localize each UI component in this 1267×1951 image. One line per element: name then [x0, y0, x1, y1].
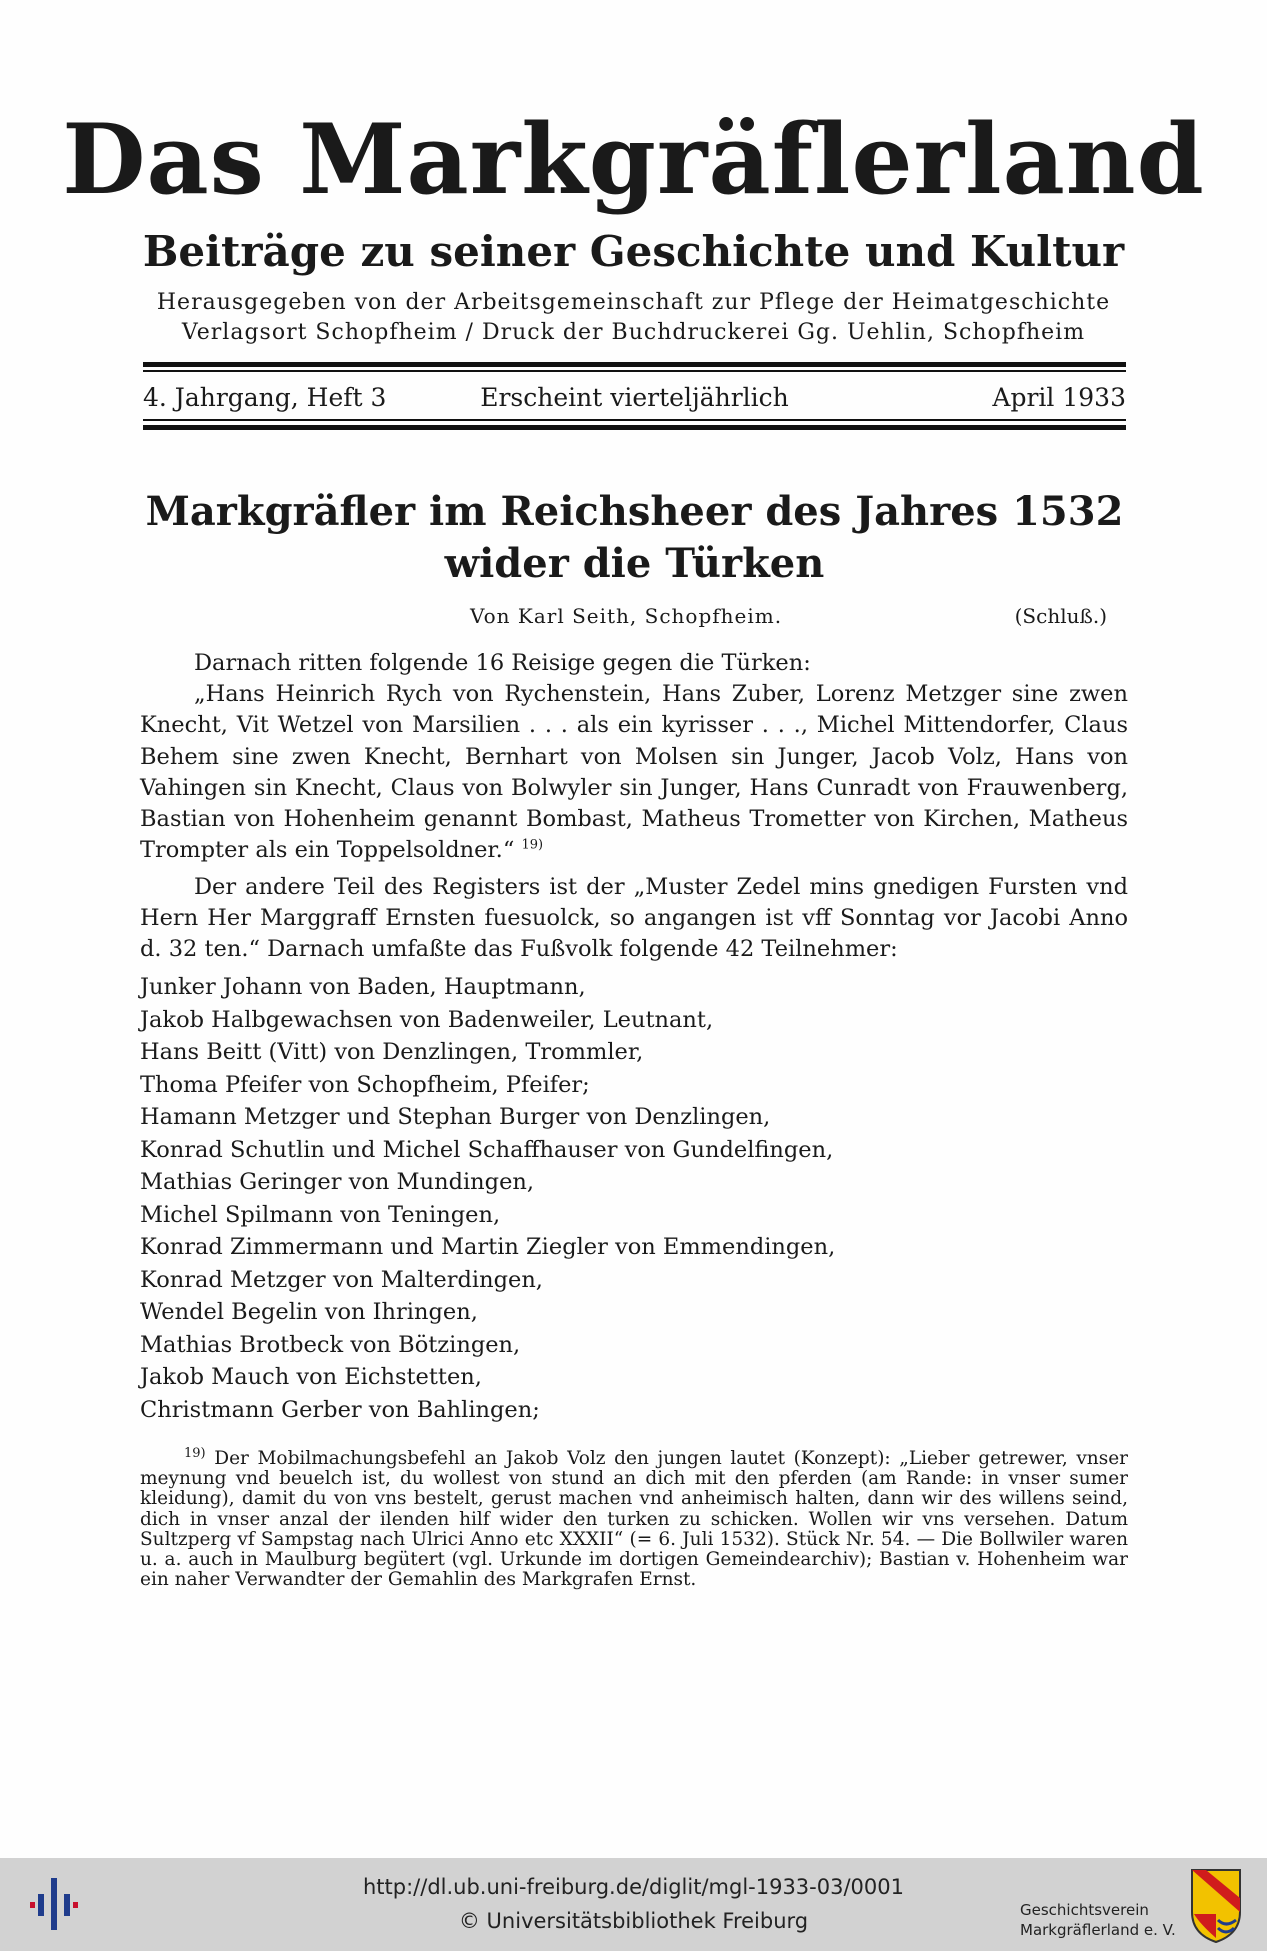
viewer-footer — [0, 1858, 1267, 1951]
top-rule-thick — [143, 362, 1126, 367]
roster-item: Konrad Schutlin und Michel Schaffhauser von Gundelfingen, — [140, 1136, 834, 1163]
issue-date: April 1933 — [992, 383, 1126, 412]
paragraph-riders-quote — [140, 679, 1128, 866]
paragraph-riders — [140, 648, 1128, 866]
paragraph-riders-lead: Darnach ritten folgende 16 Reisige gegen die Türken: — [194, 650, 811, 676]
article-title-line-2: wider die Türken — [444, 540, 825, 587]
roster-item: Konrad Zimmermann und Martin Ziegler von Emmendingen, — [140, 1234, 836, 1260]
copyright-notice: © Universitätsbibliothek Freiburg — [458, 1909, 809, 1933]
issue-info-line — [143, 380, 1126, 416]
roster-item: Christmann Gerber von Bahlingen; — [140, 1396, 540, 1423]
footnote-reference: 19) — [521, 837, 544, 853]
roster-item: Jakob Mauch von Eichstetten, — [140, 1364, 482, 1390]
journal-title: Das Markgräflerland — [62, 103, 1205, 216]
roster-item: Konrad Metzger von Malterdingen, — [140, 1266, 543, 1293]
society-name-line-2: Markgräflerland e. V. — [1020, 1921, 1176, 1939]
conclusion-note: (Schluß.) — [1014, 604, 1107, 628]
roster-item: Hamann Metzger und Stephan Burger von Denzlingen, — [140, 1104, 771, 1130]
bottom-rule-thick — [143, 425, 1126, 430]
roster-item: Mathias Brotbeck von Bötzingen, — [140, 1331, 521, 1358]
roster-item: Michel Spilmann von Teningen, — [140, 1201, 501, 1228]
roster-item: Junker Johann von Baden, Hauptmann, — [140, 974, 586, 1000]
roster-item: Jakob Halbgewachsen von Badenweiler, Leutnant, — [140, 1006, 714, 1033]
footnote-marker: 19) — [184, 1445, 206, 1461]
printer-line: Verlagsort Schopfheim / Druck der Buchdruckerei Gg. Uehlin, Schopfheim — [181, 320, 1086, 345]
roster-item: Hans Beitt (Vitt) von Denzlingen, Trommler, — [140, 1039, 644, 1065]
issue-volume: 4. Jahrgang, Heft 3 — [143, 383, 387, 412]
society-name — [1020, 1900, 1176, 1940]
roster-item: Thoma Pfeifer von Schopfheim, Pfeifer; — [140, 1071, 590, 1098]
publisher-line: Herausgegeben von der Arbeitsgemeinschaft zur Pflege der Heimatgeschichte — [156, 290, 1111, 315]
roster-item: Mathias Geringer von Mundingen, — [140, 1169, 535, 1195]
permalink-url[interactable]: http://dl.ub.uni-freiburg.de/diglit/mgl-1933-03/0001 — [362, 1875, 904, 1899]
society-name-line-1: Geschichtsverein — [1020, 1901, 1149, 1919]
paragraph-foot-soldiers-text: Der andere Teil des Registers ist der „Muster Zedel mins gnedigen Fursten vnd Hern Her Marggraff Ernsten fuesuolck, so angangen ist vff Sonntag vor Jacobi Anno d. 32 ten.“ Darnach umfaßte das Fußvolk folgende 42 Teilnehmer: — [140, 874, 1128, 963]
soldier-roster — [140, 971, 835, 1426]
bottom-rule-thin — [143, 419, 1126, 421]
top-rule-thin — [143, 370, 1126, 372]
footnote — [140, 1445, 1128, 1591]
footnote-body: Der Mobilmachungsbefehl an Jakob Volz den jungen lautet (Konzept): „Lieber getrewer, vnser meynung vnd beuelch ist, du wollest von stund an dich mit den pferden (am Rande: in vnser sumer kleidung), damit du von vns bestelt, gerust machen vnd anheimisch halten, dann wir des willens seind, dich in vnser anzal der ilenden hilf wider den turken zu schicken. Wollen wir vns versehen. Datum Sultzperg vf Sampstag nach Ulrici Anno etc XXXII“ (= 6. Juli 1532). Stück Nr. 54. — Die Bollwiler waren u. a. auch in Maulburg begütert (vgl. Urkunde im dortigen Gemeindearchiv); Bastian v. Hohenheim war ein naher Verwandter der Gemahlin des Markgrafen Ernst. — [140, 1448, 1128, 1591]
footnote-text — [140, 1445, 1128, 1591]
coat-of-arms-icon[interactable] — [1190, 1868, 1242, 1944]
issue-frequency: Erscheint vierteljährlich — [480, 383, 789, 412]
article-title-line-1: Markgräfler im Reichsheer des Jahres 1532 — [145, 488, 1124, 535]
paragraph-foot-soldiers — [140, 872, 1128, 966]
roster-item: Wendel Begelin von Ihringen, — [140, 1299, 478, 1325]
riders-quote-text: „Hans Heinrich Rych von Rychenstein, Hans Zuber, Lorenz Metzger sine zwen Knecht, Vit Wetzel von Marsilien . . . als ein kyrisser . . ., Michel Mittendorfer, Claus Behem sine zwen Knecht, Bernhart von Molsen sin Junger, Jacob Volz, Hans von Vahingen sin Knecht, Claus von Bolwyler sin Junger, Hans Cunradt von Frauwenberg, Bastian von Hohenheim genannt Bombast, Matheus Trometter von Kirchen, Matheus Trompter als ein Toppelsoldner.“ — [140, 681, 1128, 864]
author-byline: Von Karl Seith, Schopfheim. — [470, 604, 783, 628]
article-title — [143, 486, 1126, 590]
journal-subtitle: Beiträge zu seiner Geschichte und Kultur — [142, 227, 1125, 276]
